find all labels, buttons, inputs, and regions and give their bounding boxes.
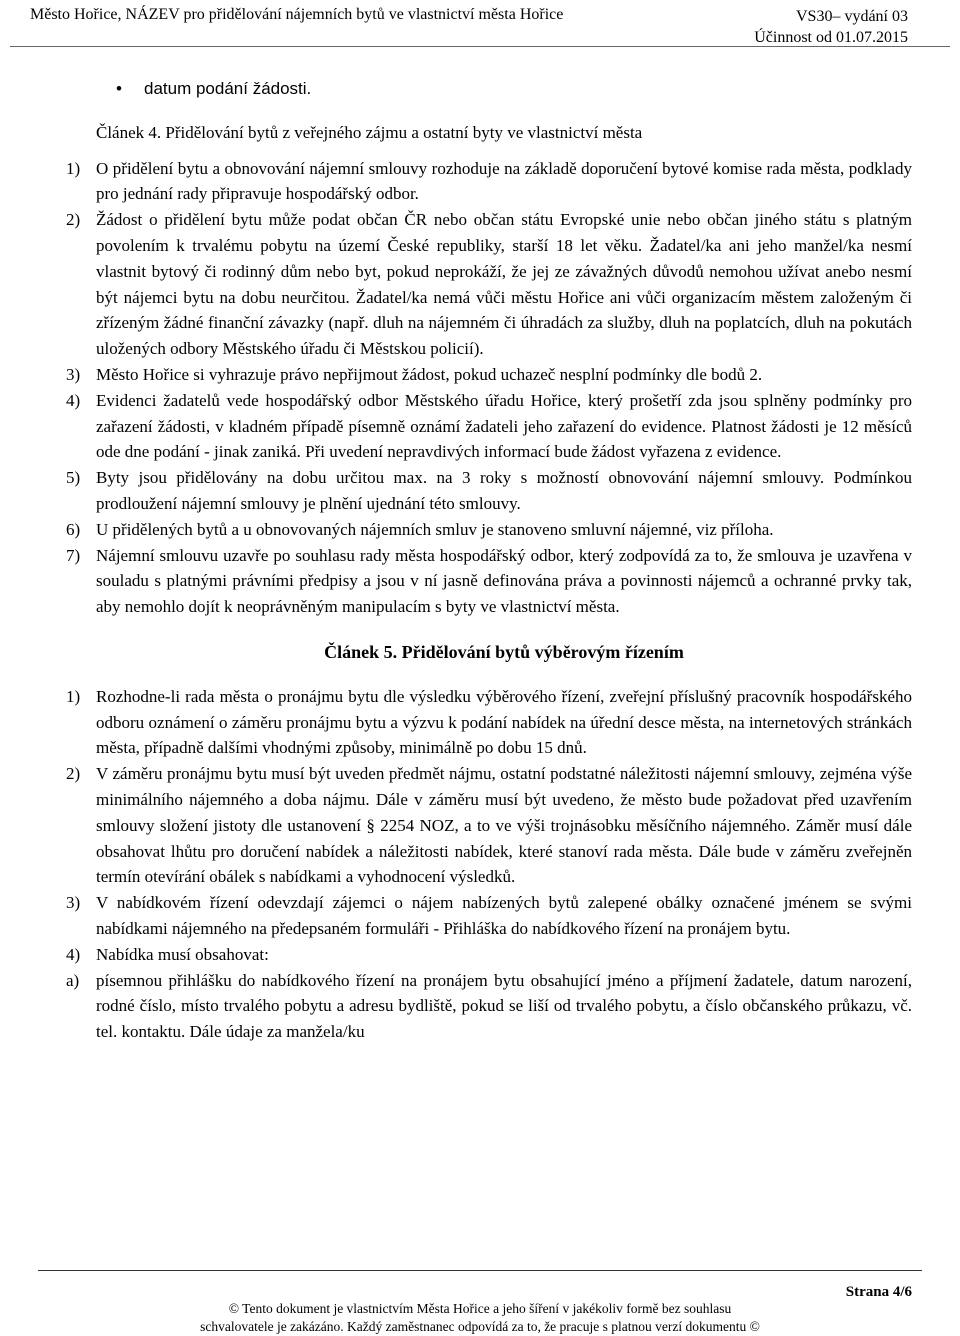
- item-number: 3): [66, 893, 81, 913]
- item-number: 3): [66, 364, 81, 384]
- article-4-list: [66, 156, 912, 620]
- list-item: [66, 362, 912, 388]
- item-number: 5): [66, 468, 81, 488]
- item-text: V záměru pronájmu bytu musí být uveden předmět nájmu, ostatní podstatné náležitosti nájemní smlouvy, zejména výše minimálního nájemného a doba nájmu. Dále v záměru musí být uvedeno, že město bude požadovat před uzavřením smlouvy složení jistoty dle ustanovení § 2254 NOZ, a to ve výši trojnásobku měsíčního nájemného. Záměr musí dále obsahovat lhůtu pro doručení nabídek a náležitosti nabídek, které stanoví rada města. Dále bude v záměru zveřejněn termín otevírání obálek s nabídkami a vyhodnocení výsledků.: [96, 764, 912, 887]
- list-item: [66, 684, 912, 761]
- item-text: písemnou přihlášku do nabídkového řízení na pronájem bytu obsahující jméno a příjmení žadatele, datum narození, rodné číslo, místo trvalého pobytu a adresu bydliště, pokud se liší od trvalého pobytu, a číslo občanského průkazu, vč. tel. kontaktu. Dále údaje za manžela/ku: [96, 970, 912, 1042]
- page-footer: [0, 1300, 960, 1336]
- list-item: [66, 156, 912, 208]
- footer-line-1: © Tento dokument je vlastnictvím Města Hořice a jeho šíření v jakékoliv formě bez souhlasu: [228, 1301, 732, 1316]
- item-text: Město Hořice si vyhrazuje právo nepřijmout žádost, pokud uchazeč nesplní podmínky dle bodů 2.: [96, 364, 763, 384]
- list-item: [66, 968, 912, 1045]
- list-item: [66, 942, 912, 968]
- list-item: [66, 388, 912, 465]
- page-header: [10, 2, 950, 47]
- article-4-title: Článek 4. Přidělování bytů z veřejného zájmu a ostatní byty ve vlastnictví města: [96, 122, 643, 142]
- article-5-list: [66, 684, 912, 1045]
- item-number: 6): [66, 519, 81, 539]
- item-text: Evidenci žadatelů vede hospodářský odbor Městského úřadu Hořice, který prošetří zda jsou splněny podmínky pro zařazení žádosti, v kladném případě písemně oznámí žadateli jeho zařazení do evidence. Platnost žádosti je 12 měsíců ode dne podání - jinak zaniká. Při uvedení nepravdivých informací bude žádost vyřazena z evidence.: [96, 390, 912, 462]
- article-5-title: Článek 5. Přidělování bytů výběrovým řízením: [324, 641, 684, 662]
- footer-line-2: schvalovatele je zakázáno. Každý zaměstnanec odpovídá za to, že pracuje s platnou verzí dokumentu ©: [200, 1319, 760, 1334]
- header-title: Město Hořice, NÁZEV pro přidělování nájemních bytů ve vlastnictví města Hořice: [30, 6, 564, 23]
- item-number: 7): [66, 545, 81, 565]
- header-effective-date: Účinnost od 01.07.2015: [754, 29, 908, 46]
- list-item: [66, 207, 912, 362]
- item-number: 4): [66, 944, 81, 964]
- list-item: [66, 543, 912, 620]
- bullet-dot-icon: •: [116, 79, 122, 98]
- item-number: a): [66, 970, 80, 990]
- item-number: 4): [66, 390, 81, 410]
- list-item: [66, 761, 912, 890]
- item-number: 1): [66, 158, 81, 178]
- bullet-text: datum podání žádosti.: [144, 79, 312, 98]
- item-text: Byty jsou přidělovány na dobu určitou max. na 3 roky s možností obnovování nájemní smlouvy. Podmínkou prodloužení nájemní smlouvy je plnění ujednání této smlouvy.: [96, 468, 912, 513]
- item-number: 2): [66, 764, 81, 784]
- item-number: 1): [66, 686, 81, 706]
- list-item: [66, 890, 912, 942]
- item-text: Nabídka musí obsahovat:: [96, 944, 269, 964]
- item-text: V nabídkovém řízení odevzdají zájemci o nájem nabízených bytů zalepené obálky označené jménem se svými nabídkami nájemného na předepsaném formuláři - Přihláška do nabídkového řízení na pronájem bytu.: [96, 893, 912, 938]
- item-text: Nájemní smlouvu uzavře po souhlasu rady města hospodářský odbor, který zodpovídá za to, že smlouva je uzavřena v souladu s platnými právními předpisy a jsou v ní jasně definována práva a povinnosti nájemců a ochranné prvky tak, aby nemohlo dojít k neoprávněným manipulacím s byty ve vlastnictví města.: [96, 545, 912, 617]
- item-number: 2): [66, 210, 81, 230]
- header-version-block: [754, 6, 908, 48]
- list-item: [66, 517, 912, 543]
- item-text: O přidělení bytu a obnovování nájemní smlouvy rozhoduje na základě doporučení bytové komise rada města, podklady pro jednání rady připravuje hospodářský odbor.: [96, 158, 912, 204]
- bullet-item: [96, 76, 912, 102]
- footer-divider: [38, 1270, 922, 1271]
- item-text: U přidělených bytů a u obnovovaných nájemních smluv je stanoveno smluvní nájemné, viz příloha.: [96, 519, 774, 539]
- header-version: VS30– vydání 03: [796, 8, 908, 25]
- page-number: Strana 4/6: [845, 1284, 912, 1300]
- document-body: [66, 76, 912, 1045]
- list-item: [66, 465, 912, 517]
- item-text: Rozhodne-li rada města o pronájmu bytu dle výsledku výběrového řízení, zveřejní příslušný pracovník hospodářského odboru oznámení o záměru pronájmu bytu a výzvu k podání nabídek na úřední desce města, na internetových stránkách města, případně dalšími vhodnými způsoby, minimálně po dobu 15 dnů.: [96, 686, 912, 758]
- item-text: Žádost o přidělení bytu může podat občan ČR nebo občan státu Evropské unie nebo občan jiného státu s platným povolením k trvalému pobytu na území České republiky, starší 18 let věku. Žadatel/ka ani jeho manžel/ka nesmí vlastnit bytový či rodinný dům nebo byt, pokud neprokáží, že jej ze závažných důvodů nemohou užívat anebo nesmí být nájemci bytu na dobu neurčitou. Žadatel/ka nemá vůči městu Hořice ani vůči organizacím městem založeným či zřízeným žádné finanční závazky (např. dluh na nájemném či úhradách za služby, dluh na poplatcích, dluh na pokutách uložených odbory Městského úřadu či Městskou policií).: [96, 210, 912, 359]
